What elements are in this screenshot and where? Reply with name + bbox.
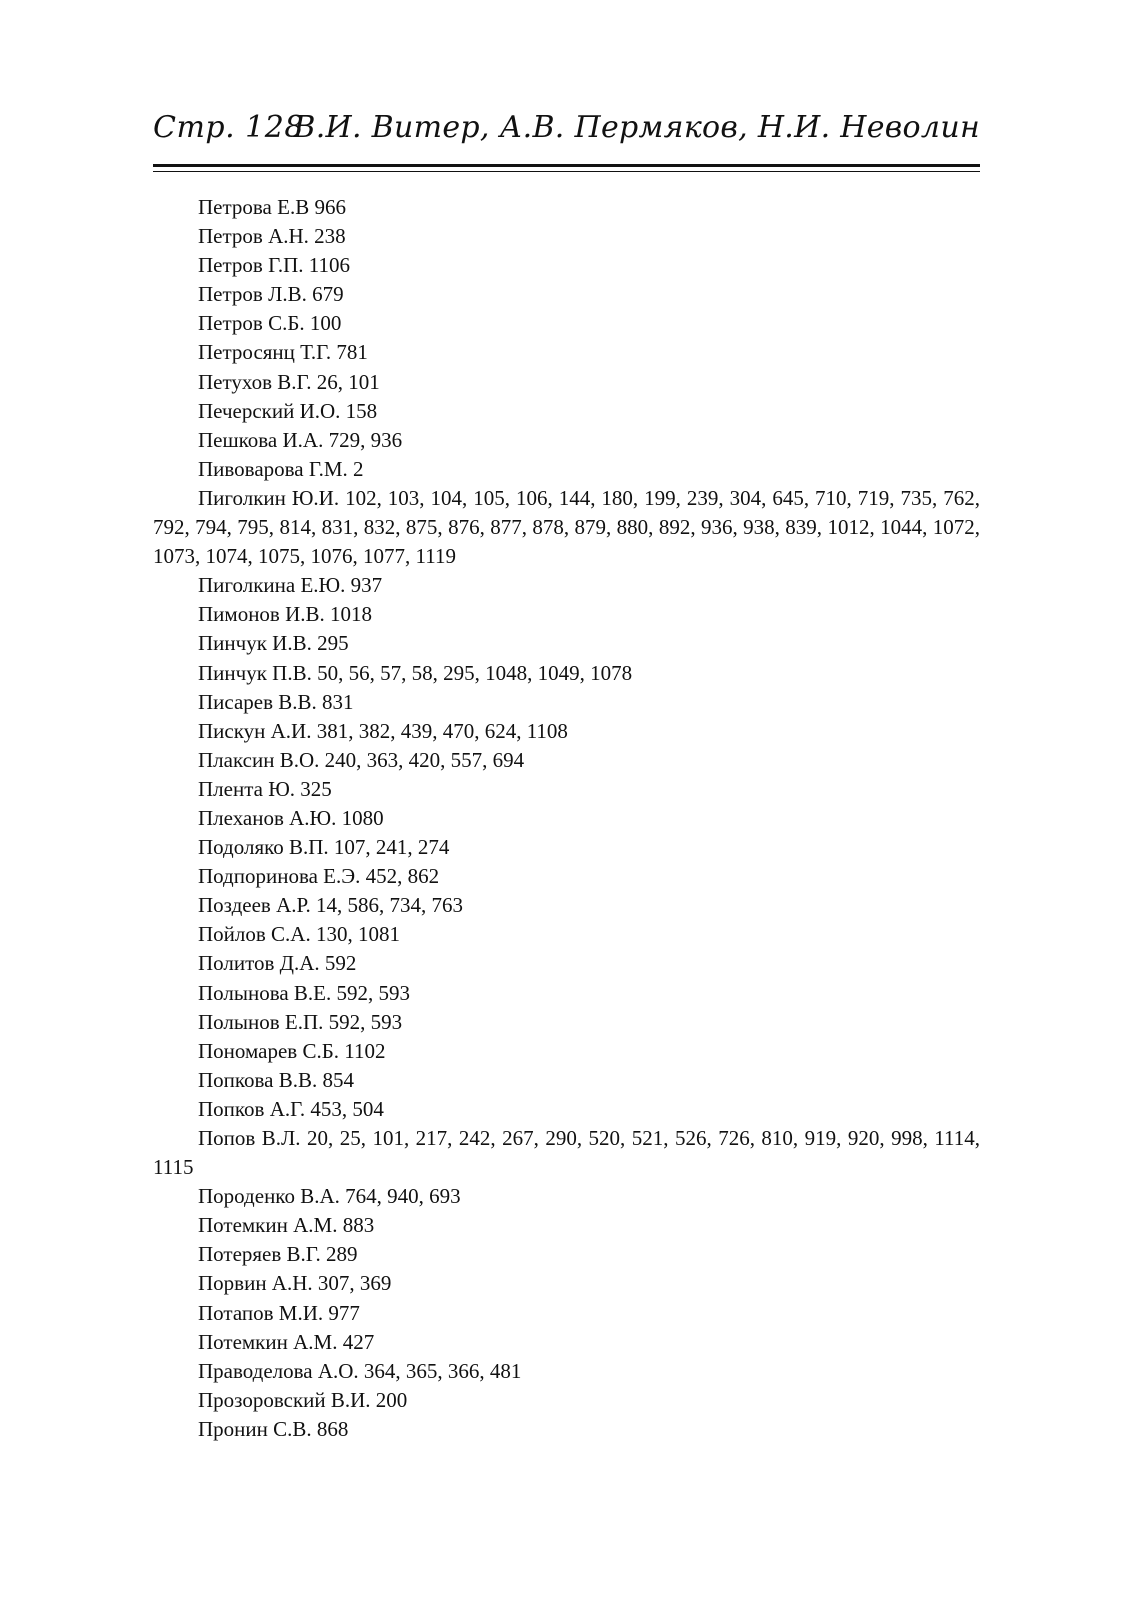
index-entry: Пинчук И.В. 295	[198, 631, 349, 656]
index-entry: Петров С.Б. 100	[198, 311, 342, 336]
header-rule-thick	[153, 164, 980, 167]
index-entry: Потемкин А.М. 427	[198, 1329, 375, 1354]
index-entry: Петров Л.В. 679	[198, 282, 344, 307]
index-entry: Подоляко В.П. 107, 241, 274	[198, 835, 450, 860]
header-rule-thin	[153, 171, 980, 172]
page-number-label: Стр. 128	[153, 110, 304, 145]
index-entry: Петров Г.П. 1106	[198, 253, 350, 278]
index-entry: Праводелова А.О. 364, 365, 366, 481	[198, 1358, 522, 1383]
index-entry: Плеханов А.Ю. 1080	[198, 805, 384, 830]
index-entry: Полынов Е.П. 592, 593	[198, 1009, 403, 1034]
index-entry: Попкова В.В. 854	[198, 1067, 355, 1092]
index-entry: Пимонов И.В. 1018	[198, 602, 373, 627]
index-entry: Петрова Е.В 966	[198, 195, 346, 219]
index-entry: Печерский И.О. 158	[198, 398, 378, 423]
index-entry: Писарев В.В. 831	[198, 689, 354, 714]
index-entry: Потеряев В.Г. 289	[198, 1242, 358, 1267]
index-entry: Плента Ю. 325	[198, 776, 332, 801]
index-entry: Потапов М.И. 977	[198, 1300, 360, 1325]
index-entry: Потемкин А.М. 883	[198, 1213, 375, 1238]
index-entry: Подпоринова Е.Э. 452, 862	[198, 864, 440, 889]
index-entry: Пиголкина Е.Ю. 937	[198, 573, 383, 598]
index-entry: Пискун А.И. 381, 382, 439, 470, 624, 1108	[198, 718, 568, 743]
running-header-authors: В.И. Витер, А.В. Пермяков, Н.И. Неволин	[293, 110, 980, 145]
index-entry: Пинчук П.В. 50, 56, 57, 58, 295, 1048, 1049, 1078	[198, 660, 633, 685]
index-entry: Попков А.Г. 453, 504	[198, 1096, 384, 1121]
index-entry: Пономарев С.Б. 1102	[198, 1038, 386, 1063]
index-entry: Пешкова И.А. 729, 936	[198, 427, 403, 452]
index-entry: Плаксин В.О. 240, 363, 420, 557, 694	[198, 747, 525, 772]
index-entry: Пронин С.В. 868	[198, 1416, 349, 1441]
index-entry: Порвин А.Н. 307, 369	[198, 1271, 392, 1296]
index-entry: Попов В.Л. 20, 25, 101, 217, 242, 267, 290, 520, 521, 526, 726, 810, 919, 920, 998, 1114, 1115	[153, 1126, 980, 1180]
index-entry: Породенко В.А. 764, 940, 693	[198, 1184, 461, 1209]
index-entry: Петров А.Н. 238	[198, 224, 346, 249]
index-entry: Прозоровский В.И. 200	[198, 1387, 408, 1412]
index-entry: Политов Д.А. 592	[198, 951, 357, 976]
index-entry: Полынова В.Е. 592, 593	[198, 980, 411, 1005]
index-entry: Поздеев А.Р. 14, 586, 734, 763	[198, 893, 464, 918]
name-index-list	[153, 193, 980, 1444]
index-entry: Петросянц Т.Г. 781	[198, 340, 368, 365]
index-entry: Пивоварова Г.М. 2	[198, 456, 364, 481]
index-entry: Петухов В.Г. 26, 101	[198, 369, 380, 394]
page-header	[153, 104, 980, 164]
index-entry: Пойлов С.А. 130, 1081	[198, 922, 400, 947]
index-entry: Пиголкин Ю.И. 102, 103, 104, 105, 106, 144, 180, 199, 239, 304, 645, 710, 719, 735, 762, 792, 794, 795, 814, 831, 832, 875, 876, 877, 878, 879, 880, 892, 936, 938, 839, 1012, 1044, 1072, 1073, 1074, 1075, 1076, 1077, 1119	[153, 485, 980, 569]
